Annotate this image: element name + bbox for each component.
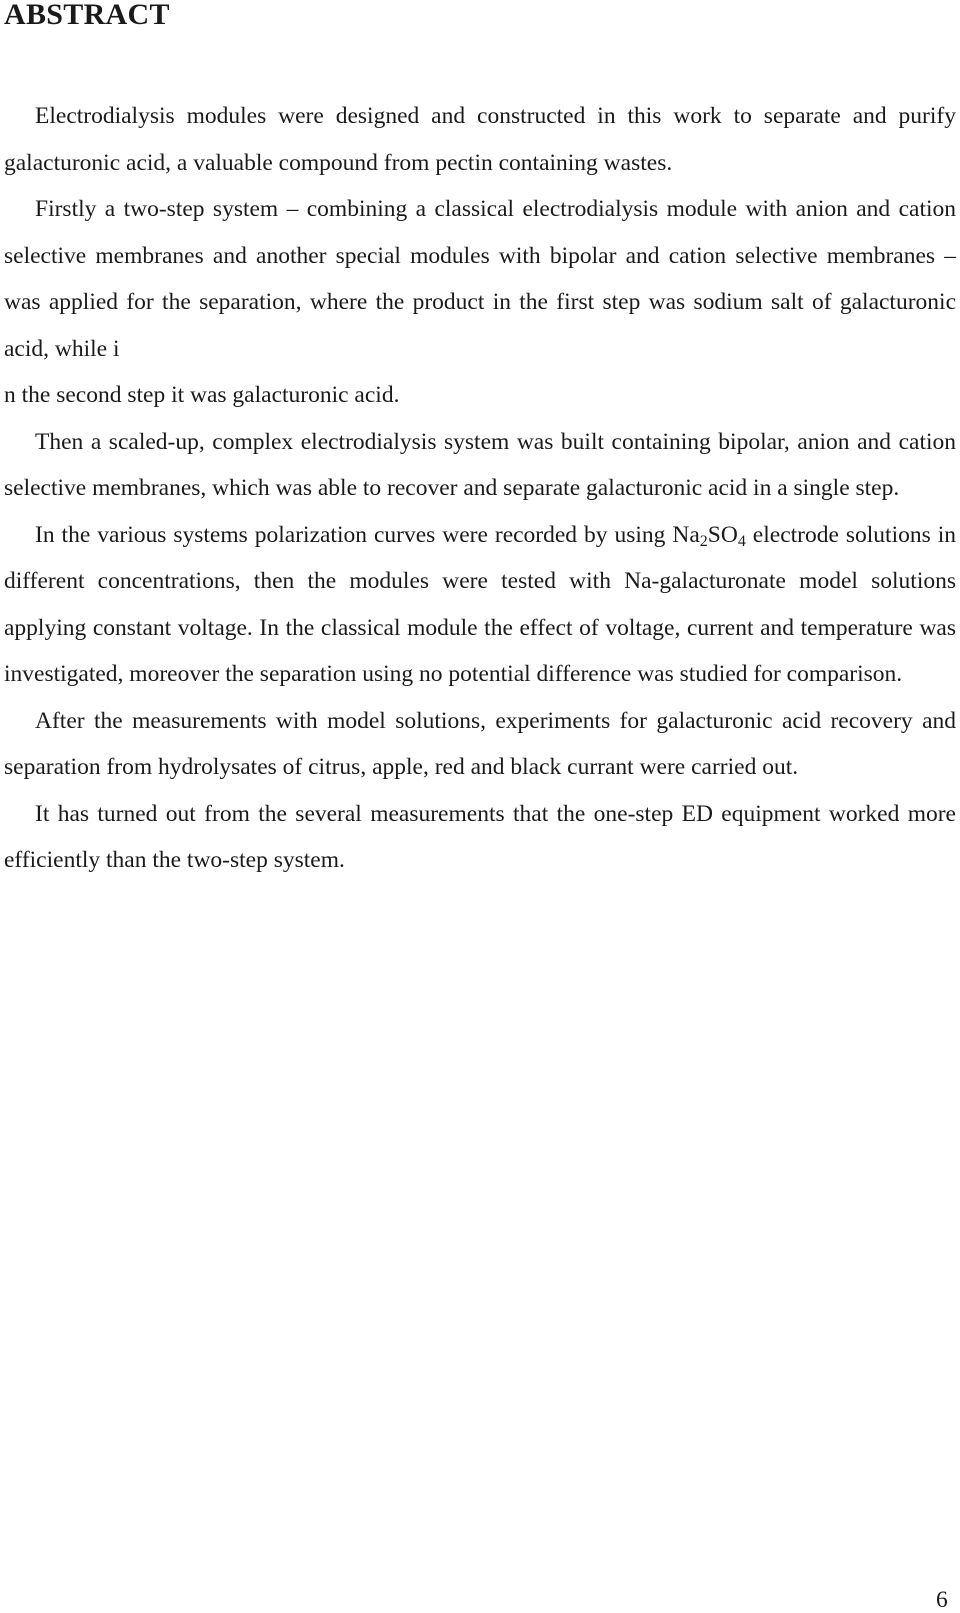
paragraph-4-start: In the various systems polarization curves were recorded by using Na xyxy=(35,521,700,548)
paragraph-2: Firstly a two-step system – combining a classical electrodialysis module with anion and cation selective membranes and another special modules with bipolar and cation selective membranes – was applied for the separation, where the product in the first step was sodium salt of galacturonic acid, while i xyxy=(4,196,956,362)
sulfate-text: SO xyxy=(707,521,738,548)
subscript-4: 4 xyxy=(737,532,746,550)
paragraph-1: Electrodialysis modules were designed and constructed in this work to separate and purify galacturonic acid, a valuable compound from pectin containing wastes. xyxy=(4,103,956,176)
abstract-heading: ABSTRACT xyxy=(4,0,170,31)
paragraph-5: After the measurements with model solutions, experiments for galacturonic acid recovery and separation from hydrolysates of citrus, apple, red and black currant were carried out. xyxy=(4,707,956,780)
paragraph-6: It has turned out from the several measurements that the one-step ED equipment worked more efficiently than the two-step system. xyxy=(4,800,956,873)
paragraph-2-continuation: n the second step it was galacturonic acid. xyxy=(4,382,400,408)
subscript-2: 2 xyxy=(699,532,708,550)
abstract-body xyxy=(4,93,956,884)
paragraph-4 xyxy=(4,512,956,698)
paragraph-4-rest: electrode solutions in different concentrations, then the modules were tested with Na-galacturonate model solutions applying constant voltage. In the classical module the effect of voltage, current and temperature was investigated, moreover the separation using no potential difference was studied for comparison. xyxy=(4,521,957,687)
page-number: 6 xyxy=(936,1587,948,1613)
paragraph-3: Then a scaled-up, complex electrodialysis system was built containing bipolar, anion and cation selective membranes, which was able to recover and separate galacturonic acid in a single step. xyxy=(4,428,956,501)
